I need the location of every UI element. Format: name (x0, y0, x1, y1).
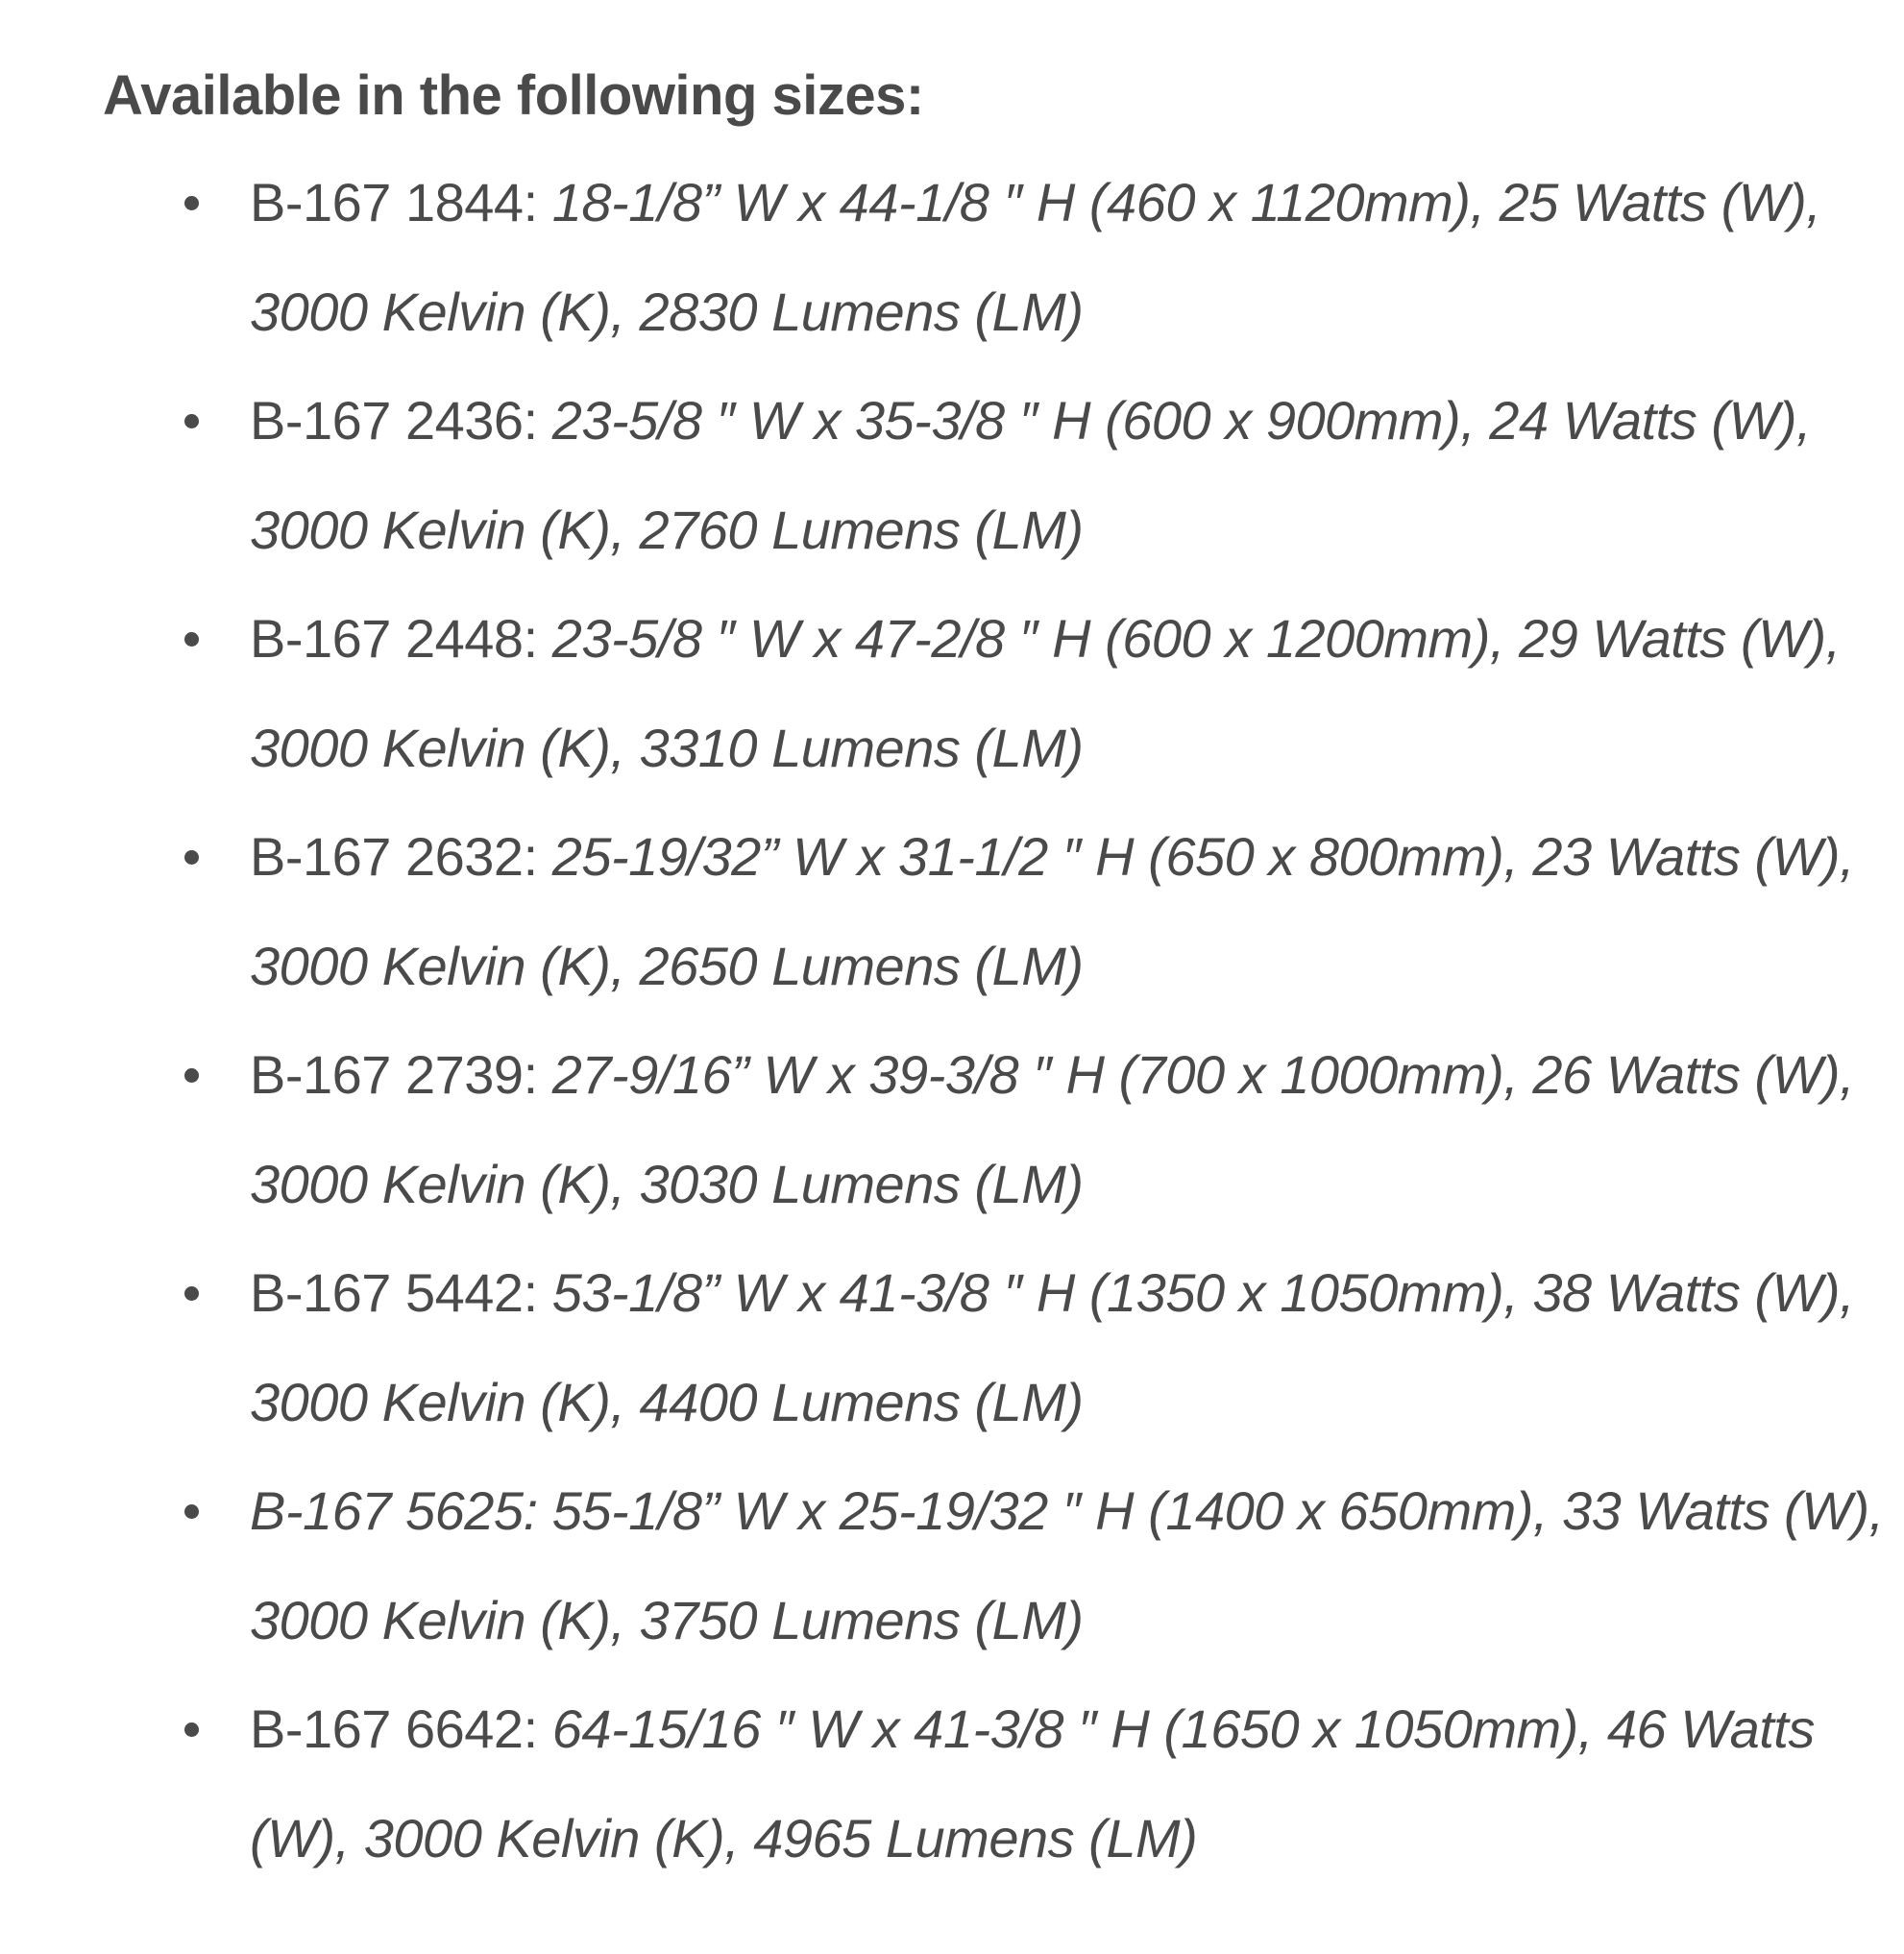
size-item (103, 366, 1902, 584)
bullet-icon (184, 850, 199, 865)
size-item (103, 802, 1902, 1020)
bullet-icon (184, 1286, 199, 1301)
bullet-icon (184, 1504, 199, 1519)
bullet-icon (184, 1068, 199, 1083)
size-specs: 25-19/32” W x 31-1/2 ″ H (650 x 800mm), 23 Watts (W), 3000 Kelvin (K), 2650 Lumens (LM) (250, 826, 1855, 996)
size-code: B-167 5625: (250, 1480, 552, 1541)
sizes-heading: Available in the following sizes: (103, 64, 924, 127)
size-code: B-167 2632: (250, 826, 552, 887)
bullet-icon (184, 196, 199, 210)
sizes-list (103, 148, 1884, 1893)
bullet-icon (184, 414, 199, 428)
size-item (103, 1238, 1902, 1456)
size-code: B-167 2436: (250, 390, 552, 451)
bullet-icon (184, 1722, 199, 1737)
size-item (103, 584, 1902, 802)
size-specs: 53-1/8” W x 41-3/8 ″ H (1350 x 1050mm), 38 Watts (W), 3000 Kelvin (K), 4400 Lumens (LM) (250, 1262, 1855, 1432)
size-code: B-167 2448: (250, 608, 552, 669)
size-code: B-167 6642: (250, 1698, 552, 1759)
size-specs: 64-15/16 ″ W x 41-3/8 ″ H (1650 x 1050mm), 46 Watts (W), 3000 Kelvin (K), 4965 Lumens (LM) (250, 1698, 1815, 1869)
size-code: B-167 5442: (250, 1262, 552, 1323)
bullet-icon (184, 632, 199, 647)
size-item (103, 1020, 1902, 1238)
size-code: B-167 2739: (250, 1044, 552, 1105)
size-code: B-167 1844: (250, 172, 552, 232)
size-specs: 23-5/8 ″ W x 35-3/8 ″ H (600 x 900mm), 24 Watts (W), 3000 Kelvin (K), 2760 Lumens (LM) (250, 390, 1812, 560)
size-item (103, 1674, 1902, 1893)
size-specs: 23-5/8 ″ W x 47-2/8 ″ H (600 x 1200mm), 29 Watts (W), 3000 Kelvin (K), 3310 Lumens (LM) (250, 608, 1841, 778)
size-item (103, 1456, 1902, 1674)
size-item (103, 148, 1902, 366)
size-specs: 55-1/8” W x 25-19/32 ″ H (1400 x 650mm), 33 Watts (W), 3000 Kelvin (K), 3750 Lumens (LM) (250, 1480, 1884, 1650)
size-specs: 18-1/8” W x 44-1/8 ″ H (460 x 1120mm), 25 Watts (W), 3000 Kelvin (K), 2830 Lumens (LM) (250, 172, 1821, 342)
sizes-section (103, 50, 1884, 1893)
size-specs: 27-9/16” W x 39-3/8 ″ H (700 x 1000mm), 26 Watts (W), 3000 Kelvin (K), 3030 Lumens (LM) (250, 1044, 1855, 1214)
